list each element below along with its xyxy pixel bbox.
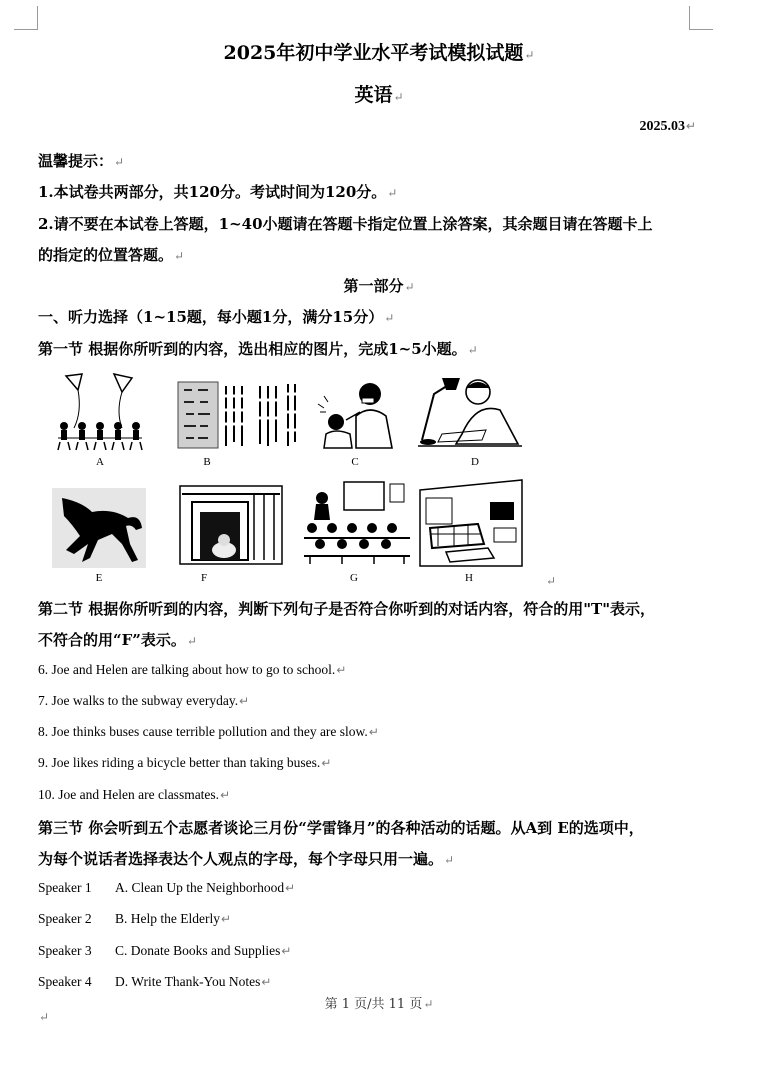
speaker-option: B. Help the Elderly [115, 911, 220, 926]
list-item: 8. Joe thinks buses cause terrible pollution and they are slow.↵ [38, 724, 379, 739]
crop-mark-top-right-v [689, 6, 690, 30]
picture-g [302, 478, 412, 584]
picture-c [316, 376, 400, 468]
kites-children-icon [52, 372, 148, 452]
picture-h [418, 478, 524, 584]
s2-instruction-a: 第二节 根据你所听到的内容，判断下列句子是否符合你听到的对话内容，符合的用"T"表示， [38, 600, 656, 618]
horse-painting-icon [52, 488, 146, 568]
speaker-name: Speaker 2 [38, 911, 92, 926]
s1-instruction: 第一节 根据你所听到的内容，选出相应的图片，完成1~5小题。↵ [38, 340, 478, 358]
speaker-option: C. Donate Books and Supplies [115, 943, 281, 958]
picture-b [176, 380, 300, 468]
calligraphy-icon [176, 380, 300, 452]
part1-title: 第一部分↵ [343, 277, 415, 295]
s3-instruction-b: 为每个说话者选择表达个人观点的字母，每个字母只用一遍。↵ [38, 850, 455, 868]
tips-line-2b: 的指定的位置答题。↵ [38, 246, 185, 264]
list-item: 6. Joe and Helen are talking about how to go to school.↵ [38, 662, 347, 677]
paragraph-mark: ↵ [39, 1010, 50, 1024]
speaker-row: Speaker 3 C. Donate Books and Supplies↵ [38, 943, 292, 958]
classroom-icon [302, 478, 412, 568]
speaker-option: A. Clean Up the Neighborhood [115, 880, 285, 895]
crop-mark-top-left-h [14, 29, 38, 30]
paragraph-mark: ↵ [546, 574, 557, 588]
picture-label-e: E [95, 572, 103, 584]
subject-title: 英语↵ [354, 84, 404, 106]
list-item: 7. Joe walks to the subway everyday.↵ [38, 693, 250, 708]
speaker-row: Speaker 2 B. Help the Elderly↵ [38, 911, 232, 926]
picture-f [178, 484, 284, 584]
list-item: 9. Joe likes riding a bicycle better than taking buses.↵ [38, 755, 332, 770]
s3-instruction-a: 第三节 你会听到五个志愿者谈论三月份“学雷锋月”的各种活动的话题。从A到 E的选项中， [38, 819, 644, 837]
picture-a [52, 372, 148, 468]
picture-e [52, 488, 146, 584]
speaker-name: Speaker 4 [38, 974, 92, 989]
page-number: 第 1 页/共 11 页↵ [324, 997, 434, 1012]
dentist-icon [316, 376, 400, 452]
tips-line-1: 1.本试卷共两部分，共120分。考试时间为120分。↵ [38, 183, 398, 201]
picture-label-c: C [351, 456, 359, 468]
list-item: 10. Joe and Helen are classmates.↵ [38, 787, 231, 802]
picture-label-h: H [465, 572, 473, 584]
living-room-icon [418, 478, 524, 568]
crop-mark-top-left-v [37, 6, 38, 30]
speaker-name: Speaker 1 [38, 880, 92, 895]
page-title: 2025年初中学业水平考试模拟试题↵ [223, 42, 535, 64]
exam-date: 2025.03↵ [639, 119, 696, 134]
picture-label-a: A [96, 456, 104, 468]
picture-d [416, 374, 524, 468]
s2-instruction-b: 不符合的用“F”表示。↵ [38, 631, 197, 649]
picture-label-d: D [471, 456, 479, 468]
tips-heading: 温馨提示：↵ [38, 152, 125, 170]
speaker-row: Speaker 4 D. Write Thank-You Notes↵ [38, 974, 272, 989]
picture-label-b: B [203, 456, 211, 468]
section-heading: 一、听力选择（1~15题，每小题1分，满分15分）↵ [38, 308, 395, 326]
cat-fireplace-icon [178, 484, 284, 568]
speaker-option: D. Write Thank-You Notes [115, 974, 261, 989]
picture-label-g: G [350, 572, 358, 584]
student-desk-lamp-icon [416, 374, 524, 452]
crop-mark-top-right-h [689, 29, 713, 30]
speaker-row: Speaker 1 A. Clean Up the Neighborhood↵ [38, 880, 296, 895]
speaker-name: Speaker 3 [38, 943, 92, 958]
tips-line-2a: 2.请不要在本试卷上答题，1~40小题请在答题卡指定位置上涂答案，其余题目请在答题卡上 [38, 215, 653, 233]
picture-label-f: F [200, 572, 208, 584]
